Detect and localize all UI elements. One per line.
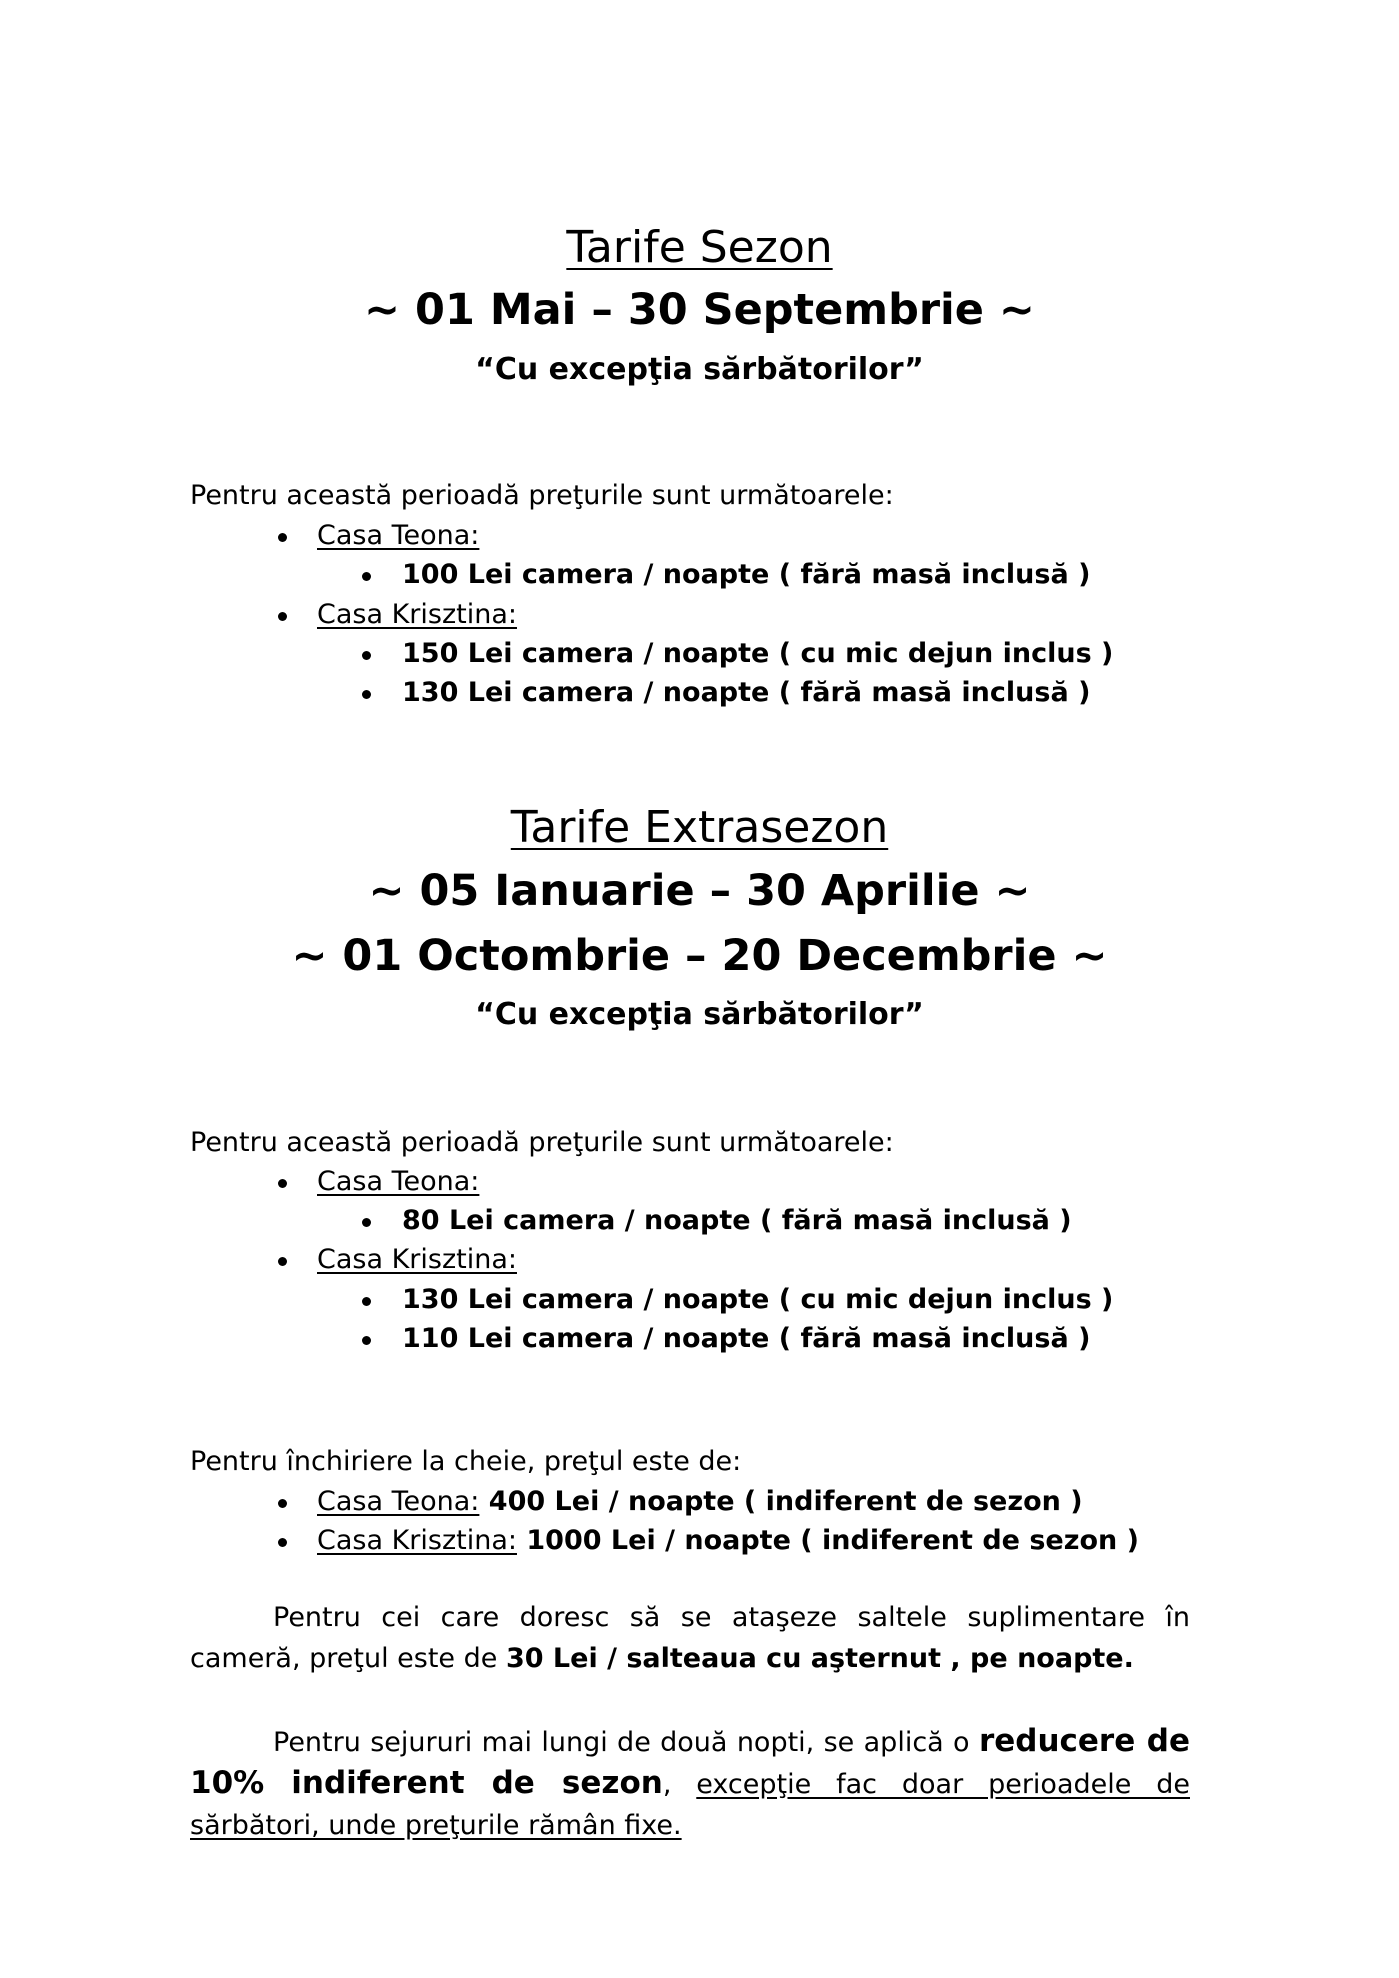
- offseason-note: “Cu excepţia sărbătorilor”: [475, 997, 924, 1032]
- season-krisztina-price-2: [402, 677, 1090, 708]
- season-krisztina-price-1: [402, 638, 1113, 669]
- discount-separator: ,: [662, 1769, 697, 1800]
- house-name: Casa Teona:: [317, 520, 480, 551]
- bullet-icon: [362, 651, 371, 660]
- offseason-date-range-2: ~ 01 Octombrie – 20 Decembrie ~: [291, 931, 1108, 981]
- house-name: Casa Krisztina:: [317, 1244, 517, 1275]
- rental-price: 400 Lei / noapte ( indiferent de sezon ): [479, 1486, 1083, 1517]
- price-text: 130 Lei camera / noapte ( cu mic dejun inclus ): [402, 1284, 1114, 1315]
- bullet-icon: [362, 572, 371, 581]
- discount-highlight: reducere de 10% indiferent de sezon: [190, 1723, 1190, 1801]
- discount-exception: excepţie fac doar perioadele de sărbători, unde preţurile rămân fixe.: [190, 1769, 1190, 1841]
- bullet-icon: [362, 1336, 371, 1345]
- bullet-icon: [278, 612, 287, 621]
- season-teona-price-1: [402, 559, 1090, 590]
- discount-paragraph: [190, 1721, 1190, 1846]
- rental-intro: Pentru închiriere la cheie, preţul este de:: [190, 1446, 742, 1477]
- bullet-icon: [278, 1538, 287, 1547]
- rental-item-krisztina: [317, 1525, 1139, 1556]
- price-text: 150 Lei camera / noapte ( cu mic dejun inclus ): [402, 638, 1114, 669]
- house-name: Casa Krisztina:: [317, 1525, 517, 1556]
- bullet-icon: [362, 1218, 371, 1227]
- bullet-icon: [278, 1257, 287, 1266]
- discount-text: Pentru sejururi mai lungi de două nopti, se aplică o: [273, 1727, 979, 1758]
- offseason-date-range-1: ~ 05 Ianuarie – 30 Aprilie ~: [368, 866, 1031, 916]
- rental-item-teona: [317, 1486, 1083, 1517]
- bullet-icon: [362, 1297, 371, 1306]
- season-title: Tarife Sezon: [566, 222, 833, 273]
- bullet-icon: [278, 1179, 287, 1188]
- bullet-icon: [362, 690, 371, 699]
- offseason-teona-price-1: [402, 1205, 1072, 1236]
- offseason-krisztina-price-1: [402, 1284, 1113, 1315]
- bullet-icon: [278, 533, 287, 542]
- offseason-title: Tarife Extrasezon: [510, 802, 889, 853]
- season-house-teona: [317, 520, 479, 551]
- season-note: “Cu excepţia sărbătorilor”: [475, 352, 924, 387]
- rental-price: 1000 Lei / noapte ( indiferent de sezon ): [516, 1525, 1139, 1556]
- house-name: Casa Teona:: [317, 1166, 480, 1197]
- offseason-house-teona: [317, 1166, 479, 1197]
- bullet-icon: [278, 1499, 287, 1508]
- season-date-range: ~ 01 Mai – 30 Septembrie ~: [364, 285, 1035, 335]
- house-name: Casa Teona:: [317, 1486, 480, 1517]
- season-intro: Pentru această perioadă preţurile sunt următoarele:: [190, 480, 894, 511]
- price-text: 80 Lei camera / noapte ( fără masă inclusă ): [402, 1205, 1072, 1236]
- offseason-krisztina-price-2: [402, 1323, 1090, 1354]
- mattress-text: Pentru cei care doresc să se ataşeze saltele suplimentare în cameră, preţul este de: [190, 1602, 1190, 1674]
- offseason-intro: Pentru această perioadă preţurile sunt următoarele:: [190, 1127, 894, 1158]
- mattress-paragraph: [190, 1597, 1190, 1679]
- season-house-krisztina: [317, 599, 517, 630]
- mattress-price: 30 Lei / salteaua cu aşternut , pe noapte.: [505, 1643, 1134, 1674]
- house-name: Casa Krisztina:: [317, 599, 517, 630]
- offseason-house-krisztina: [317, 1244, 517, 1275]
- price-text: 100 Lei camera / noapte ( fără masă inclusă ): [402, 559, 1091, 590]
- price-text: 130 Lei camera / noapte ( fără masă inclusă ): [402, 677, 1091, 708]
- price-text: 110 Lei camera / noapte ( fără masă inclusă ): [402, 1323, 1091, 1354]
